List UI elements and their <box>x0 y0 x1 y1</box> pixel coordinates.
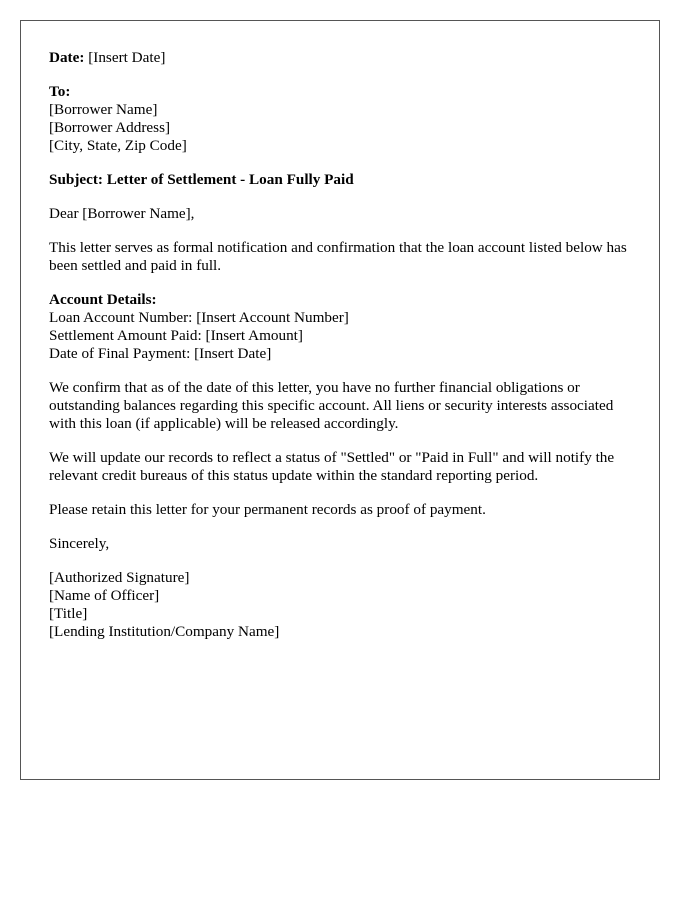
closing: Sincerely, <box>49 535 110 552</box>
recipient-city-state-zip: [City, State, Zip Code] <box>49 137 187 154</box>
recipient-block <box>49 83 639 155</box>
to-label: To: <box>49 83 71 100</box>
intro-paragraph: This letter serves as formal notification and confirmation that the loan account listed below has been settled and paid in full. <box>49 239 627 274</box>
final-payment-date: Date of Final Payment: [Insert Date] <box>49 345 272 362</box>
company-name: [Lending Institution/Company Name] <box>49 623 280 640</box>
officer-title: [Title] <box>49 605 88 622</box>
letter-page <box>20 20 660 780</box>
loan-account-number: Loan Account Number: [Insert Account Number] <box>49 309 349 326</box>
letter-body <box>49 49 639 657</box>
authorized-signature: [Authorized Signature] <box>49 569 190 586</box>
officer-name: [Name of Officer] <box>49 587 160 604</box>
retain-paragraph: Please retain this letter for your permanent records as proof of payment. <box>49 501 486 518</box>
records-paragraph: We will update our records to reflect a status of "Settled" or "Paid in Full" and will notify the relevant credit bureaus of this status update within the standard reporting period. <box>49 449 615 484</box>
date-line <box>49 49 639 67</box>
salutation: Dear [Borrower Name], <box>49 205 195 222</box>
date-value: [Insert Date] <box>88 49 166 66</box>
account-details-heading: Account Details: <box>49 291 157 308</box>
signature-block <box>49 569 639 641</box>
recipient-name: [Borrower Name] <box>49 101 158 118</box>
settlement-amount: Settlement Amount Paid: [Insert Amount] <box>49 327 303 344</box>
obligations-paragraph: We confirm that as of the date of this letter, you have no further financial obligations or outstanding balances regarding this specific account. All liens or security interests associated with this loan (if applicable) will be released accordingly. <box>49 379 614 432</box>
recipient-address: [Borrower Address] <box>49 119 171 136</box>
subject-line: Subject: Letter of Settlement - Loan Fully Paid <box>49 171 354 188</box>
account-details <box>49 291 639 363</box>
date-label: Date: <box>49 49 85 66</box>
